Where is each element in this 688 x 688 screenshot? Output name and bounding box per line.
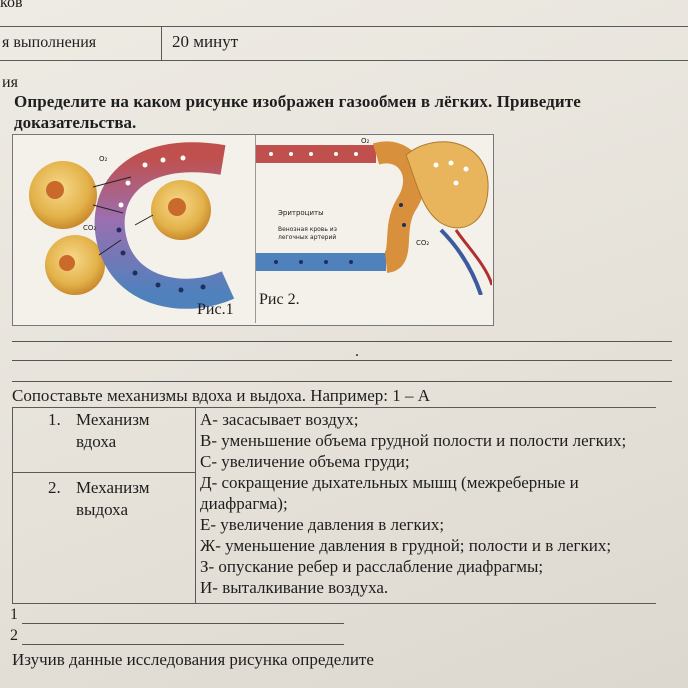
figure-2-caption: Рис 2. — [259, 291, 300, 308]
option-z: З- опускание ребер и расслабление диафрагмы; — [200, 557, 544, 576]
alveolus — [406, 142, 488, 228]
answer-line — [12, 360, 672, 361]
figure-1-caption: Рис.1 — [197, 301, 234, 318]
option-e: Е- увеличение давления в легких; — [200, 515, 445, 534]
answer-2-label: 2 — [10, 627, 18, 644]
fig2-o2-label: O₂ — [361, 137, 370, 145]
left-item-2-line1: Механизм — [76, 478, 150, 497]
option-b: В- уменьшение объема грудной полости и полости легких; — [200, 431, 627, 450]
option-zh: Ж- уменьшение давления в грудной; полости и в легких; — [200, 536, 612, 555]
alveolus — [45, 235, 105, 295]
answer-line — [12, 341, 672, 342]
left-item-2-number: 2. — [48, 478, 61, 497]
fig1-co2-label: CO₂ — [83, 224, 97, 232]
header-rule-top — [0, 26, 688, 27]
header-rule-bottom — [0, 60, 688, 61]
option-d-continued: диафрагма); — [200, 494, 288, 513]
answer-1-label: 1 — [10, 606, 18, 623]
answer-line — [12, 381, 672, 382]
left-item-1-number: 1. — [48, 410, 61, 429]
section-label: ия — [2, 74, 18, 91]
table-border-left — [12, 407, 13, 603]
alveolus — [29, 161, 97, 229]
figures-frame — [12, 134, 494, 326]
option-d: Д- сокращение дыхательных мышц (межреберные и — [200, 473, 579, 492]
table-rule-middle — [12, 472, 195, 473]
table-rule-bottom — [12, 603, 656, 604]
stray-dot: . — [355, 343, 359, 360]
capillary-tube — [376, 152, 414, 262]
task1-question-line2: доказательства. — [14, 113, 137, 132]
option-c: С- увеличение объема груди; — [200, 452, 410, 471]
table-rule-top — [12, 407, 656, 408]
exec-time-label: я выполнения — [2, 34, 97, 51]
fig2-erythrocytes-label: Эритроциты — [278, 209, 324, 217]
header-partial-text: ков — [0, 0, 23, 11]
fig2-venous-label-line2: легочных артерий — [278, 234, 337, 241]
answer-1-line[interactable] — [22, 623, 344, 624]
task1-question-line1: Определите на каком рисунке изображен газообмен в лёгких. Приведите — [14, 92, 581, 111]
task3-question: Изучив данные исследования рисунка определите — [12, 650, 374, 669]
task2-question: Сопоставьте механизмы вдоха и выдоха. Например: 1 – А — [12, 386, 431, 405]
left-item-2-line2: выдоха — [76, 500, 128, 519]
option-i: И- выталкивание воздуха. — [200, 578, 389, 597]
fig2-co2-label: CO₂ — [416, 239, 430, 247]
figure-2-alveolus-diagram — [256, 135, 492, 295]
answer-2-line[interactable] — [22, 644, 344, 645]
fig2-venous-label-line1: Венозная кровь из — [278, 226, 337, 233]
option-a: А- засасывает воздух; — [200, 410, 359, 429]
figure-1-alveoli-diagram — [13, 135, 253, 323]
left-item-1-line2: вдоха — [76, 432, 117, 451]
fig1-o2-label: O₂ — [99, 155, 108, 163]
left-item-1-line1: Механизм — [76, 410, 150, 429]
table-column-divider — [195, 407, 196, 603]
header-divider — [161, 26, 162, 60]
exec-time-value: 20 минут — [172, 32, 239, 51]
